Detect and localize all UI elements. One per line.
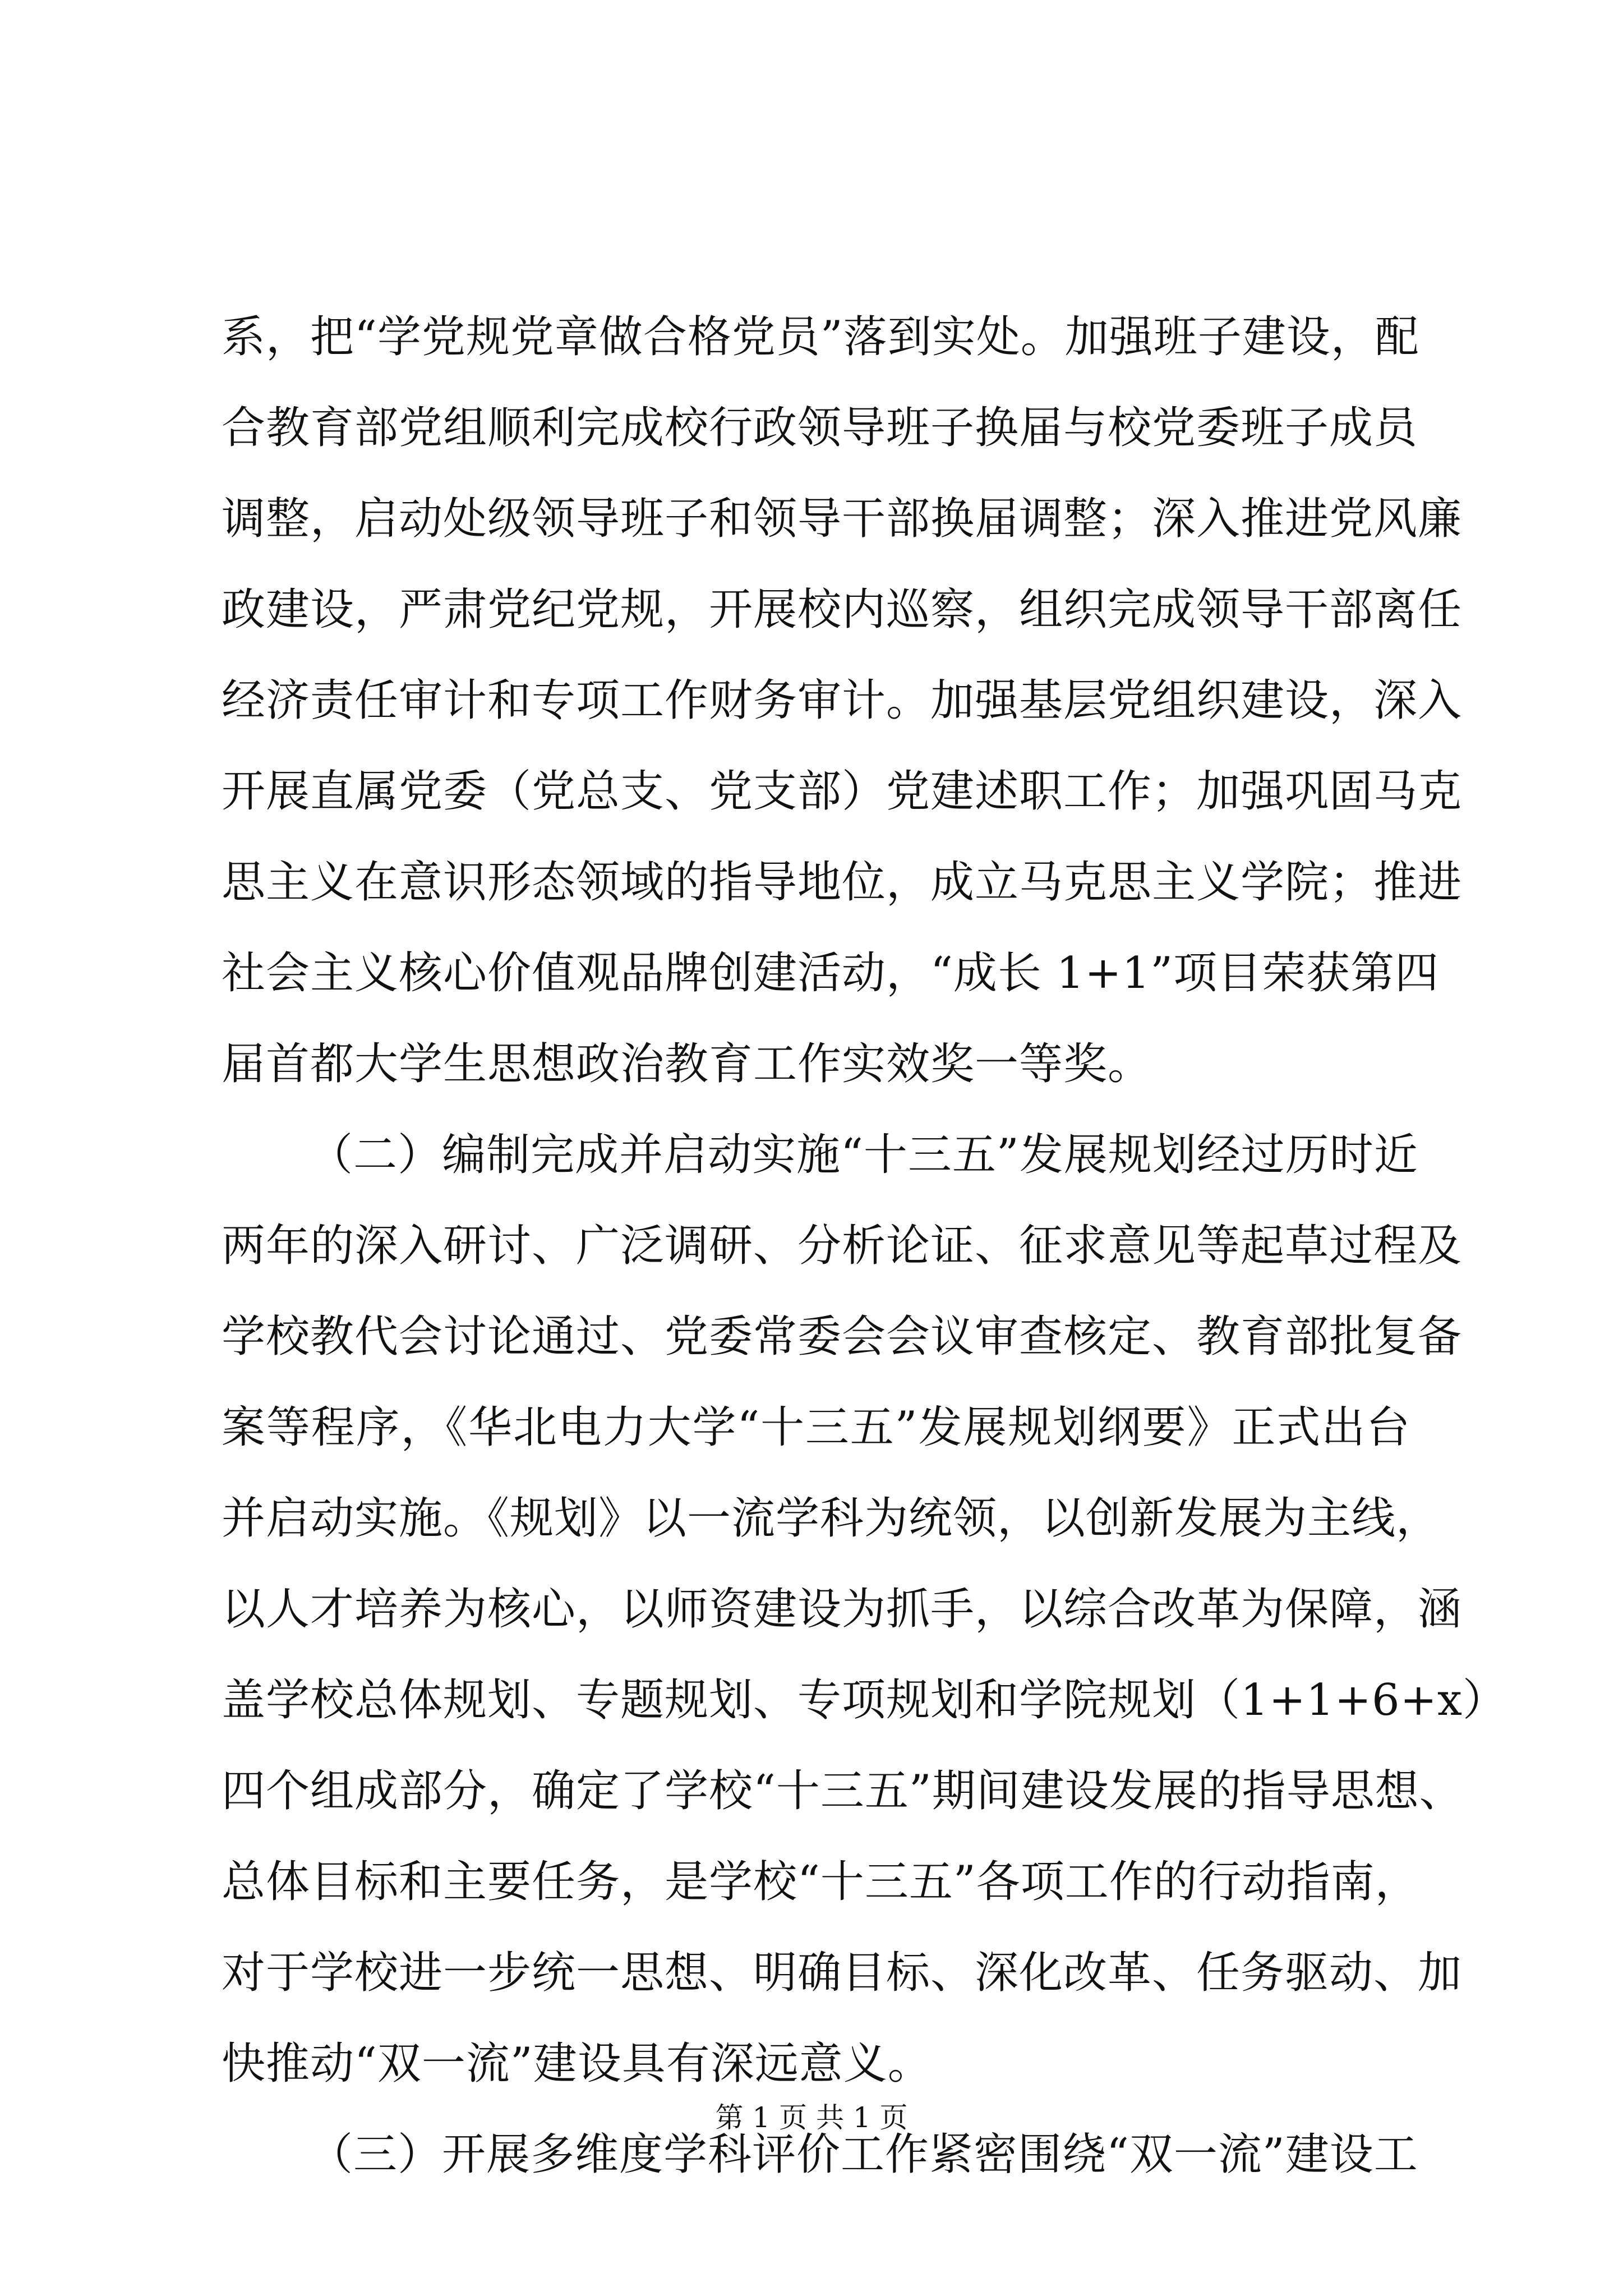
paragraph-line: 四个组成部分，确定了学校“十三五”期间建设发展的指导思想、 [222, 1766, 1464, 1816]
paragraph-line: 快推动“双一流”建设具有深远意义。 [222, 2039, 932, 2089]
paragraph-line: 开展直属党委（党总支、党支部）党建述职工作；加强巩固马克 [222, 766, 1463, 817]
section-heading-line: （二）编制完成并启动实施“十三五”发展规划经过历时近 [309, 1130, 1418, 1180]
paragraph-line: 并启动实施。《规划》以一流学科为统领，以创新发展为主线， [222, 1493, 1441, 1544]
paragraph-line: 系，把“学党规党章做合格党员”落到实处。加强班子建设，配 [222, 312, 1419, 362]
document-body [222, 292, 1507, 2200]
paragraph-line: 盖学校总体规划、专题规划、专项规划和学院规划（1+1+6+x） [222, 1675, 1507, 1726]
paragraph-line: 调整，启动处级领导班子和领导干部换届调整；深入推进党风廉 [222, 494, 1463, 544]
paragraph-line: 届首都大学生思想政治教育工作实效奖一等奖。 [222, 1039, 1152, 1089]
paragraph-line: 总体目标和主要任务，是学校“十三五”各项工作的行动指南， [222, 1857, 1419, 1907]
paragraph-line: 对于学校进一步统一思想、明确目标、深化改革、任务驱动、加 [222, 1948, 1463, 1998]
page-number-footer: 第 1 页 共 1 页 [715, 2101, 908, 2134]
paragraph-line: 案等程序，《华北电力大学“十三五”发展规划纲要》正式出台 [222, 1402, 1410, 1453]
section-heading-line: （三）开展多维度学科评价工作紧密围绕“双一流”建设工 [309, 2129, 1418, 2180]
paragraph-line: 经济责任审计和专项工作财务审计。加强基层党组织建设，深入 [222, 675, 1463, 726]
paragraph-line: 政建设，严肃党纪党规，开展校内巡察，组织完成领导干部离任 [222, 585, 1463, 635]
paragraph-line: 合教育部党组顺利完成校行政领导班子换届与校党委班子成员 [222, 403, 1418, 453]
paragraph-line: 学校教代会讨论通过、党委常委会会议审查核定、教育部批复备 [222, 1312, 1463, 1362]
paragraph-line: 两年的深入研讨、广泛调研、分析论证、征求意见等起草过程及 [222, 1221, 1463, 1271]
paragraph-line: 社会主义核心价值观品牌创建活动，“成长 1+1”项目荣获第四 [222, 948, 1440, 999]
paragraph-line: 思主义在意识形态领域的指导地位，成立马克思主义学院；推进 [222, 857, 1463, 908]
paragraph-line: 以人才培养为核心，以师资建设为抓手，以综合改革为保障，涵 [222, 1584, 1463, 1635]
